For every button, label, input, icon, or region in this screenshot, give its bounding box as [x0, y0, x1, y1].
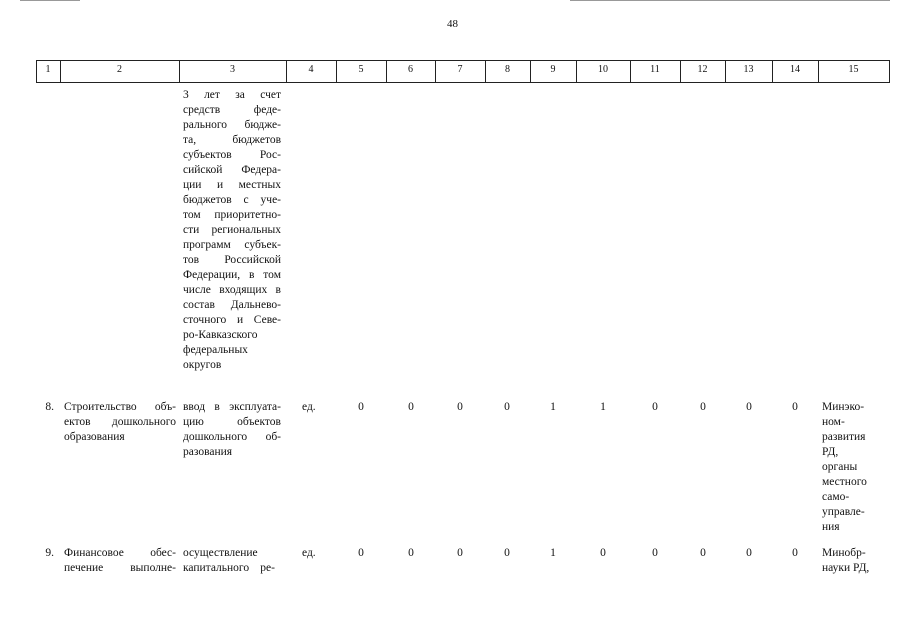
- column-header-10: 10: [598, 64, 608, 75]
- text-line: ввод в эксплуата-: [183, 401, 281, 413]
- text-line: том приоритетно-: [183, 209, 281, 221]
- text-line: разования: [183, 446, 233, 458]
- value-cell: 0: [358, 547, 364, 559]
- value-cell: 0: [792, 401, 798, 413]
- value-cell: 1: [550, 401, 556, 413]
- continuation-col3-text: [183, 88, 281, 373]
- column-header-13: 13: [743, 64, 754, 75]
- column-header-6: 6: [408, 64, 413, 75]
- value-cell: 0: [746, 547, 752, 559]
- text-line: дошкольного об-: [183, 431, 281, 443]
- text-line: ния: [822, 521, 840, 533]
- text-line: сточного и Севе-: [183, 314, 281, 326]
- row-responsible: [822, 400, 888, 535]
- value-cell: 0: [792, 547, 798, 559]
- text-line: сийской Федера-: [183, 164, 281, 176]
- text-line: развития: [822, 431, 866, 443]
- column-header-11: 11: [650, 64, 660, 75]
- header-divider: [889, 61, 890, 82]
- column-header-5: 5: [358, 64, 364, 75]
- column-header-9: 9: [550, 64, 556, 75]
- text-line: ро-Кавказского: [183, 329, 258, 341]
- text-line: Минэко-: [822, 401, 865, 413]
- text-line: сти региональных: [183, 224, 281, 236]
- text-line: Строительство объ-: [64, 401, 176, 413]
- column-header-3: 3: [230, 64, 235, 75]
- row-unit: ед.: [302, 547, 316, 559]
- page-number: 48: [447, 18, 458, 30]
- value-cell: 0: [652, 401, 658, 413]
- text-line: цию объектов: [183, 416, 281, 428]
- value-cell: 1: [600, 401, 606, 413]
- column-header-15: 15: [848, 64, 859, 75]
- row-number: 8.: [45, 401, 54, 413]
- row-indicator: [183, 400, 281, 460]
- value-cell: 0: [652, 547, 658, 559]
- value-cell: 0: [700, 547, 706, 559]
- text-line: управле-: [822, 506, 865, 518]
- text-line: местного: [822, 476, 867, 488]
- text-line: состав Дальнево-: [183, 299, 281, 311]
- text-line: рального бюдже-: [183, 119, 281, 131]
- text-line: осуществление: [183, 547, 258, 559]
- column-header-4: 4: [308, 64, 314, 75]
- value-cell: 0: [746, 401, 752, 413]
- value-cell: 0: [700, 401, 706, 413]
- text-line: органы: [822, 461, 858, 473]
- text-line: РД,: [822, 446, 839, 458]
- text-line: образования: [64, 431, 125, 443]
- column-header-8: 8: [505, 64, 510, 75]
- text-line: 3 лет за счет: [183, 89, 281, 101]
- scan-edge-mark: [570, 0, 890, 1]
- text-line: Минобр-: [822, 547, 866, 559]
- text-line: само-: [822, 491, 850, 503]
- header-top-rule: [36, 60, 890, 61]
- text-line: округов: [183, 359, 222, 371]
- value-cell: 0: [457, 401, 463, 413]
- text-line: ции и местных: [183, 179, 281, 191]
- text-line: программ субъек-: [183, 239, 281, 251]
- row-title: [64, 546, 176, 576]
- text-line: тов Российской: [183, 254, 281, 266]
- row-responsible: [822, 546, 888, 576]
- column-header-7: 7: [457, 64, 463, 75]
- column-header-1: 1: [45, 64, 51, 75]
- text-line: средств феде-: [183, 104, 281, 116]
- row-unit: ед.: [302, 401, 316, 413]
- text-line: ектов дошкольного: [64, 416, 176, 428]
- row-indicator: [183, 546, 275, 576]
- text-line: Финансовое обес-: [64, 547, 176, 559]
- text-line: ном-: [822, 416, 845, 428]
- text-line: капитального ре-: [183, 562, 275, 574]
- value-cell: 0: [358, 401, 364, 413]
- row-number: 9.: [45, 547, 54, 559]
- value-cell: 0: [504, 401, 510, 413]
- value-cell: 0: [600, 547, 606, 559]
- text-line: субъектов Рос-: [183, 149, 281, 161]
- text-line: Федерации, в том: [183, 269, 281, 281]
- column-header-2: 2: [117, 64, 122, 75]
- header-bottom-rule: [36, 82, 890, 83]
- column-header-14: 14: [790, 64, 800, 75]
- text-line: та, бюджетов: [183, 134, 281, 146]
- value-cell: 0: [408, 401, 414, 413]
- value-cell: 0: [457, 547, 463, 559]
- text-line: федеральных: [183, 344, 248, 356]
- scan-edge-mark: [20, 0, 80, 1]
- row-title: [64, 400, 176, 445]
- text-line: бюджетов с уче-: [183, 194, 281, 206]
- text-line: печение выполне-: [64, 562, 176, 574]
- value-cell: 0: [408, 547, 414, 559]
- text-line: науки РД,: [822, 562, 870, 574]
- value-cell: 1: [550, 547, 556, 559]
- value-cell: 0: [504, 547, 510, 559]
- text-line: числе входящих в: [183, 284, 281, 296]
- column-header-12: 12: [697, 64, 708, 75]
